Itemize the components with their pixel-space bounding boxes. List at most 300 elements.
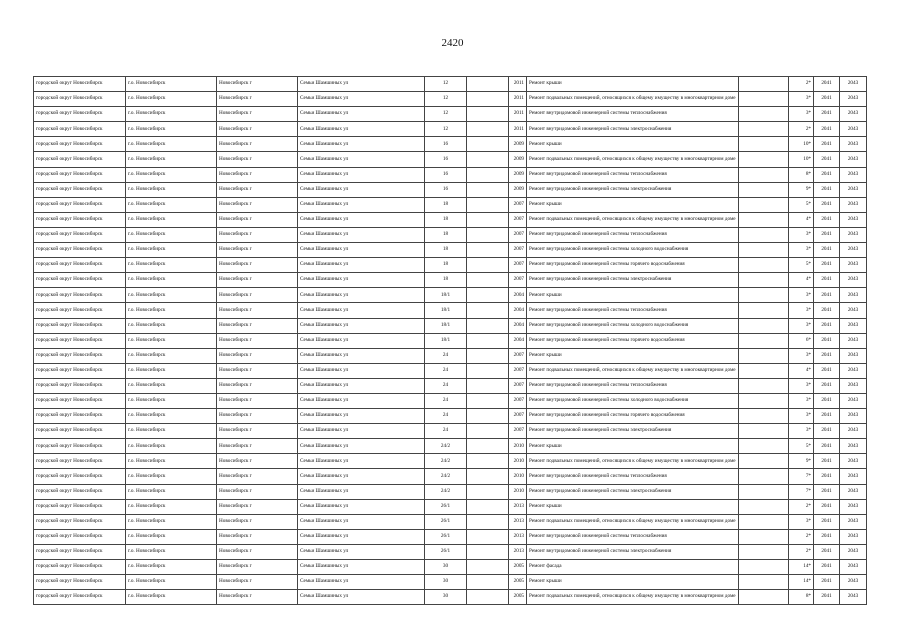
cell-work-type: Ремонт внутридомовой инженерной системы электроснабжения <box>527 424 739 439</box>
cell-district: г.о. Новосибирск <box>126 454 217 469</box>
cell-district: г.о. Новосибирск <box>126 273 217 288</box>
cell-year-built: 2007 <box>509 348 527 363</box>
table-row <box>34 514 867 529</box>
cell-year-built: 2005 <box>509 575 527 590</box>
cell-period-end: 2043 <box>840 318 867 333</box>
cell-planned-period: 3* <box>789 107 814 122</box>
cell-cost <box>739 243 789 258</box>
cell-municipality: городской округ Новосибирск <box>34 152 126 167</box>
cell-municipality: городской округ Новосибирск <box>34 363 126 378</box>
cell-district: г.о. Новосибирск <box>126 152 217 167</box>
table-row <box>34 499 867 514</box>
cell-work-type: Ремонт внутридомовой инженерной системы холодного водоснабжения <box>527 393 739 408</box>
cell-cost <box>739 77 789 92</box>
cell-district: г.о. Новосибирск <box>126 318 217 333</box>
table-row <box>34 227 867 242</box>
cell-house-number: 24/2 <box>425 469 467 484</box>
cell-street: Семьи Шамшиных ул <box>298 439 425 454</box>
cell-planned-period: 10* <box>789 137 814 152</box>
cell-cost <box>739 167 789 182</box>
cell-planned-period: 3* <box>789 288 814 303</box>
cell-planned-period: 6* <box>789 333 814 348</box>
cell-period-start: 2041 <box>814 258 840 273</box>
cell-period-start: 2041 <box>814 529 840 544</box>
cell-house-number: 24 <box>425 363 467 378</box>
table-row <box>34 303 867 318</box>
cell-period-end: 2043 <box>840 439 867 454</box>
cell-period-end: 2043 <box>840 560 867 575</box>
cell-building <box>467 439 509 454</box>
table-row <box>34 122 867 137</box>
cell-planned-period: 9* <box>789 454 814 469</box>
cell-house-number: 16 <box>425 152 467 167</box>
cell-work-type: Ремонт подвальных помещений, относящихся к общему имуществу в многоквартирном доме <box>527 152 739 167</box>
cell-period-end: 2043 <box>840 92 867 107</box>
cell-work-type: Ремонт внутридомовой инженерной системы горячего водоснабжения <box>527 258 739 273</box>
cell-street: Семьи Шамшиных ул <box>298 514 425 529</box>
cell-district: г.о. Новосибирск <box>126 122 217 137</box>
cell-planned-period: 14* <box>789 560 814 575</box>
cell-street: Семьи Шамшиных ул <box>298 484 425 499</box>
repair-schedule-table <box>33 76 867 605</box>
cell-work-type: Ремонт внутридомовой инженерной системы горячего водоснабжения <box>527 409 739 424</box>
cell-street: Семьи Шамшиных ул <box>298 152 425 167</box>
cell-house-number: 18 <box>425 258 467 273</box>
cell-work-type: Ремонт внутридомовой инженерной системы теплоснабжения <box>527 227 739 242</box>
cell-locality: Новосибирск г <box>217 575 298 590</box>
cell-district: г.о. Новосибирск <box>126 288 217 303</box>
cell-planned-period: 4* <box>789 273 814 288</box>
cell-municipality: городской округ Новосибирск <box>34 107 126 122</box>
table-row <box>34 590 867 605</box>
cell-locality: Новосибирск г <box>217 227 298 242</box>
cell-street: Семьи Шамшиных ул <box>298 393 425 408</box>
cell-period-start: 2041 <box>814 303 840 318</box>
cell-street: Семьи Шамшиных ул <box>298 333 425 348</box>
table-row <box>34 197 867 212</box>
cell-work-type: Ремонт подвальных помещений, относящихся к общему имуществу в многоквартирном доме <box>527 514 739 529</box>
cell-street: Семьи Шамшиных ул <box>298 499 425 514</box>
table-row <box>34 560 867 575</box>
cell-cost <box>739 454 789 469</box>
cell-municipality: городской округ Новосибирск <box>34 575 126 590</box>
cell-cost <box>739 544 789 559</box>
cell-period-start: 2041 <box>814 227 840 242</box>
cell-period-start: 2041 <box>814 92 840 107</box>
cell-period-start: 2041 <box>814 560 840 575</box>
cell-period-start: 2041 <box>814 499 840 514</box>
cell-municipality: городской округ Новосибирск <box>34 92 126 107</box>
table-row <box>34 333 867 348</box>
cell-period-start: 2041 <box>814 197 840 212</box>
cell-building <box>467 77 509 92</box>
cell-period-end: 2043 <box>840 409 867 424</box>
cell-locality: Новосибирск г <box>217 122 298 137</box>
cell-cost <box>739 212 789 227</box>
cell-district: г.о. Новосибирск <box>126 212 217 227</box>
cell-municipality: городской округ Новосибирск <box>34 182 126 197</box>
cell-district: г.о. Новосибирск <box>126 348 217 363</box>
cell-municipality: городской округ Новосибирск <box>34 167 126 182</box>
cell-district: г.о. Новосибирск <box>126 258 217 273</box>
cell-period-start: 2041 <box>814 484 840 499</box>
cell-cost <box>739 273 789 288</box>
cell-building <box>467 469 509 484</box>
cell-work-type: Ремонт крыши <box>527 439 739 454</box>
cell-cost <box>739 197 789 212</box>
cell-building <box>467 197 509 212</box>
cell-district: г.о. Новосибирск <box>126 544 217 559</box>
cell-district: г.о. Новосибирск <box>126 424 217 439</box>
cell-planned-period: 7* <box>789 484 814 499</box>
cell-cost <box>739 288 789 303</box>
cell-district: г.о. Новосибирск <box>126 227 217 242</box>
table-row <box>34 288 867 303</box>
cell-period-end: 2043 <box>840 288 867 303</box>
cell-year-built: 2007 <box>509 243 527 258</box>
cell-year-built: 2004 <box>509 288 527 303</box>
cell-period-start: 2041 <box>814 424 840 439</box>
cell-planned-period: 8* <box>789 167 814 182</box>
cell-locality: Новосибирск г <box>217 409 298 424</box>
cell-period-start: 2041 <box>814 152 840 167</box>
table-row <box>34 348 867 363</box>
cell-house-number: 18/1 <box>425 333 467 348</box>
cell-work-type: Ремонт подвальных помещений, относящихся к общему имуществу в многоквартирном доме <box>527 212 739 227</box>
cell-work-type: Ремонт внутридомовой инженерной системы электроснабжения <box>527 122 739 137</box>
cell-cost <box>739 575 789 590</box>
cell-year-built: 2013 <box>509 529 527 544</box>
cell-building <box>467 499 509 514</box>
cell-building <box>467 378 509 393</box>
cell-year-built: 2005 <box>509 560 527 575</box>
cell-locality: Новосибирск г <box>217 484 298 499</box>
table-row <box>34 544 867 559</box>
cell-house-number: 26/1 <box>425 499 467 514</box>
cell-work-type: Ремонт подвальных помещений, относящихся к общему имуществу в многоквартирном доме <box>527 92 739 107</box>
cell-period-end: 2043 <box>840 107 867 122</box>
cell-street: Семьи Шамшиных ул <box>298 137 425 152</box>
cell-year-built: 2004 <box>509 303 527 318</box>
cell-planned-period: 3* <box>789 303 814 318</box>
cell-period-start: 2041 <box>814 575 840 590</box>
cell-house-number: 24 <box>425 378 467 393</box>
cell-district: г.о. Новосибирск <box>126 514 217 529</box>
cell-period-start: 2041 <box>814 243 840 258</box>
cell-building <box>467 409 509 424</box>
cell-period-start: 2041 <box>814 318 840 333</box>
cell-locality: Новосибирск г <box>217 243 298 258</box>
cell-cost <box>739 303 789 318</box>
cell-district: г.о. Новосибирск <box>126 107 217 122</box>
cell-cost <box>739 409 789 424</box>
cell-locality: Новосибирск г <box>217 348 298 363</box>
cell-street: Семьи Шамшиных ул <box>298 273 425 288</box>
table-row <box>34 77 867 92</box>
cell-period-end: 2043 <box>840 363 867 378</box>
cell-cost <box>739 439 789 454</box>
cell-locality: Новосибирск г <box>217 529 298 544</box>
cell-municipality: городской округ Новосибирск <box>34 333 126 348</box>
cell-period-end: 2043 <box>840 333 867 348</box>
cell-cost <box>739 182 789 197</box>
cell-year-built: 2007 <box>509 197 527 212</box>
cell-cost <box>739 107 789 122</box>
cell-locality: Новосибирск г <box>217 590 298 605</box>
table-row <box>34 318 867 333</box>
cell-municipality: городской округ Новосибирск <box>34 77 126 92</box>
cell-period-end: 2043 <box>840 197 867 212</box>
cell-municipality: городской округ Новосибирск <box>34 273 126 288</box>
cell-house-number: 18 <box>425 212 467 227</box>
cell-locality: Новосибирск г <box>217 514 298 529</box>
cell-street: Семьи Шамшиных ул <box>298 197 425 212</box>
cell-cost <box>739 499 789 514</box>
cell-year-built: 2007 <box>509 363 527 378</box>
cell-building <box>467 258 509 273</box>
table-row <box>34 107 867 122</box>
table-row <box>34 424 867 439</box>
cell-building <box>467 590 509 605</box>
cell-municipality: городской округ Новосибирск <box>34 243 126 258</box>
cell-locality: Новосибирск г <box>217 469 298 484</box>
cell-period-start: 2041 <box>814 514 840 529</box>
cell-house-number: 12 <box>425 77 467 92</box>
cell-period-end: 2043 <box>840 590 867 605</box>
cell-work-type: Ремонт подвальных помещений, относящихся к общему имуществу в многоквартирном доме <box>527 590 739 605</box>
cell-municipality: городской округ Новосибирск <box>34 469 126 484</box>
cell-cost <box>739 378 789 393</box>
cell-municipality: городской округ Новосибирск <box>34 122 126 137</box>
cell-period-start: 2041 <box>814 107 840 122</box>
cell-locality: Новосибирск г <box>217 258 298 273</box>
cell-work-type: Ремонт внутридомовой инженерной системы горячего водоснабжения <box>527 333 739 348</box>
cell-year-built: 2004 <box>509 333 527 348</box>
cell-year-built: 2011 <box>509 77 527 92</box>
cell-house-number: 26/1 <box>425 514 467 529</box>
cell-work-type: Ремонт внутридомовой инженерной системы теплоснабжения <box>527 469 739 484</box>
table-row <box>34 409 867 424</box>
cell-period-end: 2043 <box>840 544 867 559</box>
cell-street: Семьи Шамшиных ул <box>298 424 425 439</box>
cell-building <box>467 333 509 348</box>
cell-planned-period: 5* <box>789 197 814 212</box>
cell-street: Семьи Шамшиных ул <box>298 107 425 122</box>
cell-planned-period: 2* <box>789 529 814 544</box>
cell-planned-period: 3* <box>789 243 814 258</box>
cell-work-type: Ремонт подвальных помещений, относящихся к общему имуществу в многоквартирном доме <box>527 454 739 469</box>
cell-work-type: Ремонт подвальных помещений, относящихся к общему имуществу в многоквартирном доме <box>527 363 739 378</box>
cell-house-number: 18 <box>425 197 467 212</box>
cell-period-end: 2043 <box>840 469 867 484</box>
table-row <box>34 529 867 544</box>
cell-municipality: городской округ Новосибирск <box>34 560 126 575</box>
cell-building <box>467 303 509 318</box>
table-row <box>34 393 867 408</box>
cell-cost <box>739 92 789 107</box>
cell-street: Семьи Шамшиных ул <box>298 77 425 92</box>
cell-period-end: 2043 <box>840 212 867 227</box>
cell-year-built: 2007 <box>509 212 527 227</box>
cell-work-type: Ремонт крыши <box>527 348 739 363</box>
cell-municipality: городской округ Новосибирск <box>34 137 126 152</box>
cell-work-type: Ремонт крыши <box>527 499 739 514</box>
cell-period-start: 2041 <box>814 182 840 197</box>
cell-house-number: 18/1 <box>425 318 467 333</box>
cell-work-type: Ремонт фасада <box>527 560 739 575</box>
cell-locality: Новосибирск г <box>217 137 298 152</box>
cell-street: Семьи Шамшиных ул <box>298 167 425 182</box>
cell-period-end: 2043 <box>840 484 867 499</box>
cell-locality: Новосибирск г <box>217 288 298 303</box>
cell-year-built: 2013 <box>509 514 527 529</box>
cell-period-start: 2041 <box>814 544 840 559</box>
cell-municipality: городской округ Новосибирск <box>34 348 126 363</box>
cell-building <box>467 514 509 529</box>
cell-planned-period: 4* <box>789 363 814 378</box>
cell-building <box>467 424 509 439</box>
cell-municipality: городской округ Новосибирск <box>34 424 126 439</box>
cell-municipality: городской округ Новосибирск <box>34 439 126 454</box>
cell-house-number: 12 <box>425 107 467 122</box>
cell-work-type: Ремонт внутридомовой инженерной системы электроснабжения <box>527 273 739 288</box>
cell-locality: Новосибирск г <box>217 454 298 469</box>
cell-municipality: городской округ Новосибирск <box>34 227 126 242</box>
cell-year-built: 2011 <box>509 92 527 107</box>
cell-street: Семьи Шамшиных ул <box>298 469 425 484</box>
cell-cost <box>739 393 789 408</box>
cell-planned-period: 3* <box>789 318 814 333</box>
cell-house-number: 18 <box>425 273 467 288</box>
table-row <box>34 152 867 167</box>
cell-district: г.о. Новосибирск <box>126 499 217 514</box>
cell-street: Семьи Шамшиных ул <box>298 212 425 227</box>
cell-planned-period: 3* <box>789 514 814 529</box>
table-row <box>34 212 867 227</box>
cell-period-end: 2043 <box>840 529 867 544</box>
cell-period-start: 2041 <box>814 288 840 303</box>
cell-district: г.о. Новосибирск <box>126 77 217 92</box>
cell-building <box>467 243 509 258</box>
cell-house-number: 24/2 <box>425 484 467 499</box>
cell-cost <box>739 333 789 348</box>
cell-municipality: городской округ Новосибирск <box>34 499 126 514</box>
table-row <box>34 378 867 393</box>
cell-planned-period: 14* <box>789 575 814 590</box>
cell-house-number: 24 <box>425 348 467 363</box>
cell-municipality: городской округ Новосибирск <box>34 318 126 333</box>
cell-street: Семьи Шамшиных ул <box>298 409 425 424</box>
cell-year-built: 2009 <box>509 182 527 197</box>
table-row <box>34 454 867 469</box>
cell-district: г.о. Новосибирск <box>126 92 217 107</box>
cell-district: г.о. Новосибирск <box>126 197 217 212</box>
cell-house-number: 18/1 <box>425 288 467 303</box>
cell-work-type: Ремонт крыши <box>527 197 739 212</box>
cell-work-type: Ремонт внутридомовой инженерной системы теплоснабжения <box>527 378 739 393</box>
table-row <box>34 469 867 484</box>
cell-cost <box>739 590 789 605</box>
cell-cost <box>739 424 789 439</box>
cell-locality: Новосибирск г <box>217 499 298 514</box>
cell-period-start: 2041 <box>814 333 840 348</box>
cell-building <box>467 363 509 378</box>
cell-year-built: 2011 <box>509 107 527 122</box>
cell-period-start: 2041 <box>814 454 840 469</box>
cell-municipality: городской округ Новосибирск <box>34 197 126 212</box>
cell-period-start: 2041 <box>814 409 840 424</box>
cell-period-end: 2043 <box>840 137 867 152</box>
cell-municipality: городской округ Новосибирск <box>34 393 126 408</box>
cell-year-built: 2009 <box>509 167 527 182</box>
cell-municipality: городской округ Новосибирск <box>34 212 126 227</box>
cell-locality: Новосибирск г <box>217 167 298 182</box>
cell-locality: Новосибирск г <box>217 393 298 408</box>
cell-planned-period: 3* <box>789 348 814 363</box>
cell-year-built: 2010 <box>509 484 527 499</box>
page-number: 2420 <box>441 37 464 49</box>
cell-building <box>467 167 509 182</box>
cell-year-built: 2013 <box>509 544 527 559</box>
cell-period-start: 2041 <box>814 122 840 137</box>
cell-work-type: Ремонт внутридомовой инженерной системы теплоснабжения <box>527 303 739 318</box>
cell-work-type: Ремонт внутридомовой инженерной системы теплоснабжения <box>527 529 739 544</box>
cell-district: г.о. Новосибирск <box>126 333 217 348</box>
cell-building <box>467 348 509 363</box>
cell-year-built: 2007 <box>509 393 527 408</box>
cell-house-number: 12 <box>425 122 467 137</box>
cell-cost <box>739 137 789 152</box>
cell-house-number: 24 <box>425 409 467 424</box>
cell-planned-period: 3* <box>789 92 814 107</box>
cell-period-end: 2043 <box>840 167 867 182</box>
cell-period-start: 2041 <box>814 590 840 605</box>
cell-locality: Новосибирск г <box>217 212 298 227</box>
cell-cost <box>739 514 789 529</box>
cell-street: Семьи Шамшиных ул <box>298 227 425 242</box>
cell-work-type: Ремонт внутридомовой инженерной системы теплоснабжения <box>527 167 739 182</box>
cell-locality: Новосибирск г <box>217 363 298 378</box>
cell-street: Семьи Шамшиных ул <box>298 560 425 575</box>
cell-street: Семьи Шамшиных ул <box>298 303 425 318</box>
cell-street: Семьи Шамшиных ул <box>298 363 425 378</box>
cell-district: г.о. Новосибирск <box>126 363 217 378</box>
cell-district: г.о. Новосибирск <box>126 439 217 454</box>
cell-period-end: 2043 <box>840 575 867 590</box>
cell-district: г.о. Новосибирск <box>126 469 217 484</box>
cell-planned-period: 2* <box>789 499 814 514</box>
cell-street: Семьи Шамшиных ул <box>298 454 425 469</box>
cell-year-built: 2010 <box>509 454 527 469</box>
cell-work-type: Ремонт крыши <box>527 575 739 590</box>
cell-period-end: 2043 <box>840 393 867 408</box>
cell-period-end: 2043 <box>840 454 867 469</box>
table-row <box>34 92 867 107</box>
cell-house-number: 18 <box>425 227 467 242</box>
cell-period-start: 2041 <box>814 77 840 92</box>
cell-period-end: 2043 <box>840 152 867 167</box>
cell-period-end: 2043 <box>840 499 867 514</box>
cell-period-end: 2043 <box>840 77 867 92</box>
cell-planned-period: 5* <box>789 258 814 273</box>
cell-work-type: Ремонт крыши <box>527 288 739 303</box>
cell-period-start: 2041 <box>814 378 840 393</box>
cell-year-built: 2009 <box>509 137 527 152</box>
cell-house-number: 16 <box>425 137 467 152</box>
cell-cost <box>739 318 789 333</box>
cell-year-built: 2007 <box>509 409 527 424</box>
cell-street: Семьи Шамшиных ул <box>298 378 425 393</box>
